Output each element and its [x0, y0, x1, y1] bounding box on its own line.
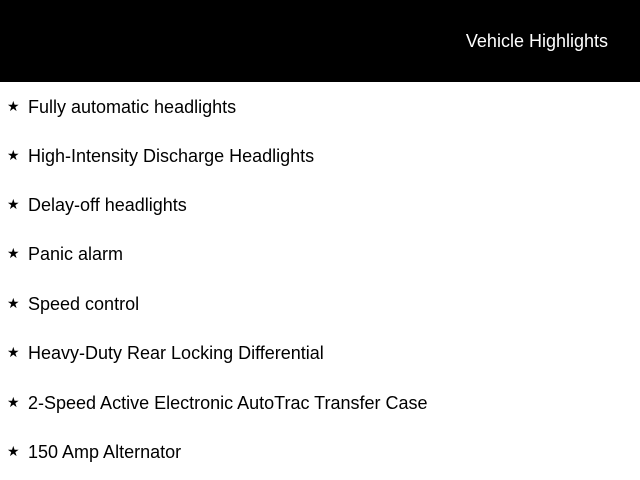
star-icon: ★: [7, 245, 20, 261]
list-item: [0, 243, 640, 267]
star-icon: ★: [7, 98, 20, 114]
highlight-label: Fully automatic headlights: [28, 97, 237, 117]
highlight-label: Speed control: [28, 294, 140, 314]
highlight-label: 2-Speed Active Electronic AutoTrac Transfer Case: [28, 393, 428, 413]
star-icon: ★: [7, 196, 20, 212]
list-item: [0, 96, 640, 120]
list-item: [0, 392, 640, 416]
star-icon: ★: [7, 295, 20, 311]
star-icon: ★: [7, 443, 20, 459]
star-icon: ★: [7, 344, 20, 360]
highlight-label: Panic alarm: [28, 244, 124, 264]
list-item: [0, 342, 640, 366]
star-icon: ★: [7, 394, 20, 410]
header-bar: [0, 0, 640, 82]
highlight-label: High-Intensity Discharge Headlights: [28, 146, 315, 166]
list-item: [0, 293, 640, 317]
list-item: [0, 145, 640, 169]
highlight-label: 150 Amp Alternator: [28, 442, 182, 462]
highlight-label: Delay-off headlights: [28, 195, 187, 215]
page-title: Vehicle Highlights: [465, 31, 608, 51]
list-item: [0, 441, 640, 465]
star-icon: ★: [7, 147, 20, 163]
highlight-label: Heavy-Duty Rear Locking Differential: [28, 343, 324, 363]
list-item: [0, 194, 640, 218]
